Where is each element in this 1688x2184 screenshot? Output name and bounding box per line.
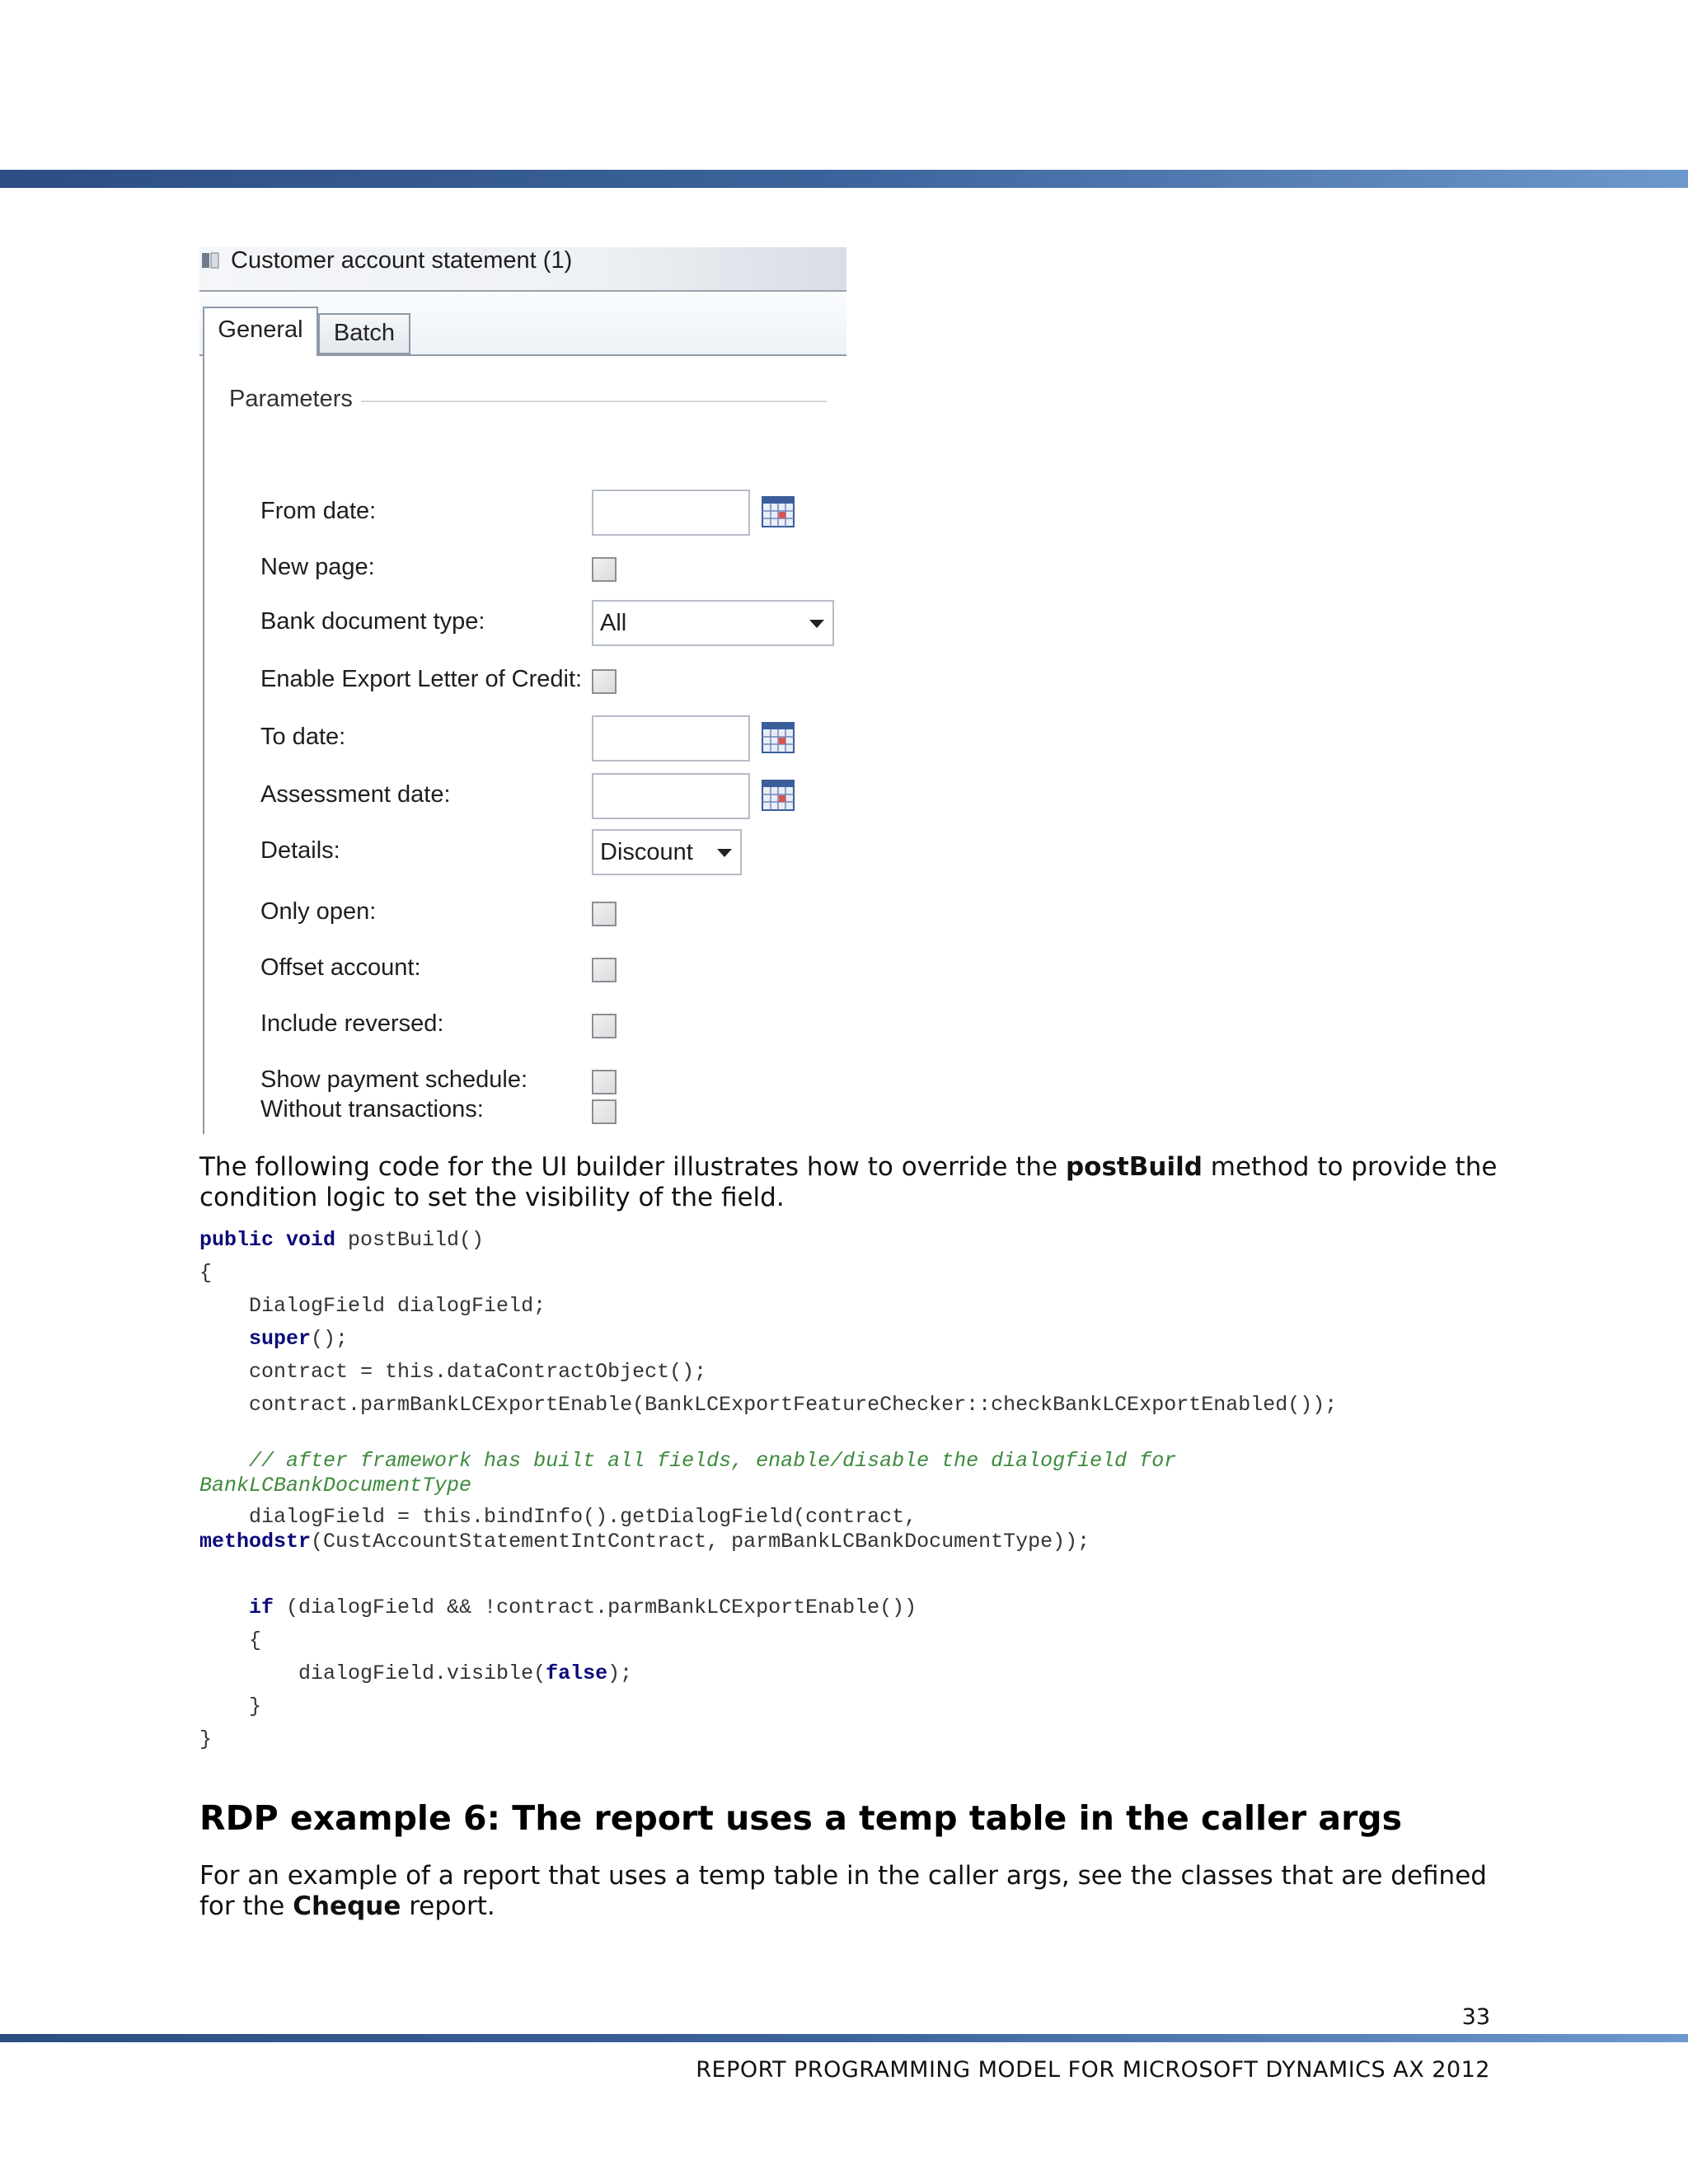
- assessment-date-label: Assessment date:: [260, 781, 451, 808]
- code-comment: // after framework has built all fields, enable/disable the dialogfield for: [199, 1449, 1177, 1473]
- include-reversed-checkbox[interactable]: [592, 1014, 617, 1038]
- bank-document-type-value: All: [600, 610, 627, 636]
- page-number: 33: [1461, 2004, 1490, 2030]
- bank-document-type-select[interactable]: [592, 600, 834, 646]
- details-value: Discount: [600, 839, 693, 865]
- outro-text-before: For an example of a report that uses a temp table in the caller args, see the classes that are defined for the: [199, 1861, 1487, 1921]
- code-line: contract = this.dataContractObject();: [199, 1360, 707, 1384]
- code-text: (CustAccountStatementIntContract, parmBankLCBankDocumentType));: [311, 1530, 1090, 1554]
- code-text: postBuild(): [335, 1228, 485, 1252]
- code-line: }: [199, 1727, 213, 1751]
- code-text: (dialogField && !contract.parmBankLCExportEnable()): [274, 1596, 917, 1619]
- without-transactions-checkbox[interactable]: [592, 1099, 617, 1124]
- code-keyword: false: [546, 1661, 608, 1685]
- include-reversed-label: Include reversed:: [260, 1010, 444, 1037]
- calendar-icon[interactable]: [762, 496, 795, 527]
- code-line: }: [199, 1694, 262, 1718]
- code-line: {: [199, 1261, 213, 1285]
- calendar-icon[interactable]: [762, 780, 795, 811]
- from-date-label: From date:: [260, 498, 377, 524]
- section-heading: RDP example 6: The report uses a temp table in the caller args: [199, 1798, 1403, 1838]
- code-line: [199, 1530, 1337, 1554]
- intro-paragraph: [199, 1152, 1502, 1213]
- code-line: [199, 1228, 1337, 1253]
- footer-band: [0, 2034, 1688, 2042]
- dialog-body: [199, 292, 846, 1137]
- tab-batch[interactable]: Batch: [318, 313, 410, 354]
- tab-page-border: [203, 356, 204, 1134]
- code-indent: [199, 1327, 249, 1351]
- code-line: {: [199, 1629, 262, 1652]
- offset-account-checkbox[interactable]: [592, 958, 617, 982]
- code-text: );: [607, 1661, 633, 1685]
- window-icon: [201, 251, 219, 270]
- show-payment-schedule-checkbox[interactable]: [592, 1070, 617, 1094]
- assessment-date-input[interactable]: [592, 773, 750, 819]
- code-line: [199, 1596, 1337, 1620]
- enable-export-lc-label: Enable Export Letter of Credit:: [260, 666, 583, 692]
- to-date-label: To date:: [260, 724, 346, 750]
- parameters-group-label: Parameters: [229, 386, 361, 413]
- code-indent: [199, 1596, 249, 1619]
- to-date-input[interactable]: [592, 715, 750, 762]
- code-comment: BankLCBankDocumentType: [199, 1474, 472, 1497]
- new-page-label: New page:: [260, 554, 375, 580]
- outro-text-after: report.: [401, 1891, 495, 1921]
- calendar-icon[interactable]: [762, 722, 795, 753]
- dialog-title: Customer account statement (1): [231, 247, 573, 274]
- tab-general[interactable]: General: [203, 307, 318, 356]
- chevron-down-icon: [809, 620, 824, 628]
- intro-text-before: The following code for the UI builder illustrates how to override the: [199, 1152, 1066, 1182]
- code-keyword: if: [249, 1596, 274, 1619]
- only-open-checkbox[interactable]: [592, 902, 617, 926]
- details-select[interactable]: [592, 829, 742, 875]
- code-text: dialogField.visible(: [199, 1661, 546, 1685]
- code-keyword: super: [249, 1327, 312, 1351]
- intro-text-after: method to provide the condition logic to set the visibility of the field.: [199, 1152, 1498, 1212]
- show-payment-schedule-label: Show payment schedule:: [260, 1066, 528, 1093]
- from-date-input[interactable]: [592, 490, 750, 536]
- code-keyword: methodstr: [199, 1530, 312, 1554]
- code-keyword: public void: [199, 1228, 336, 1252]
- outro-paragraph: [199, 1861, 1502, 1922]
- enable-export-lc-checkbox[interactable]: [592, 669, 617, 694]
- code-block: [199, 1228, 1337, 1752]
- without-transactions-label: Without transactions:: [260, 1096, 484, 1122]
- header-band: [0, 170, 1688, 188]
- offset-account-label: Offset account:: [260, 954, 421, 981]
- bank-document-type-label: Bank document type:: [260, 608, 485, 635]
- code-line: [199, 1327, 1337, 1352]
- new-page-checkbox[interactable]: [592, 557, 617, 582]
- dialog-title-bar: [199, 247, 846, 292]
- chevron-down-icon: [717, 849, 732, 857]
- code-line: dialogField = this.bindInfo().getDialogField(contract,: [199, 1505, 917, 1529]
- code-text: ();: [311, 1327, 349, 1351]
- details-label: Details:: [260, 837, 340, 864]
- code-line: DialogField dialogField;: [199, 1294, 546, 1318]
- customer-account-statement-dialog: [199, 247, 846, 1137]
- only-open-label: Only open:: [260, 898, 377, 925]
- code-line: [199, 1661, 1337, 1686]
- intro-bold-term: postBuild: [1065, 1152, 1203, 1182]
- outro-bold-term: Cheque: [293, 1891, 401, 1921]
- code-line: contract.parmBankLCExportEnable(BankLCExportFeatureChecker::checkBankLCExportEnabled());: [199, 1393, 1338, 1417]
- footer-title: REPORT PROGRAMMING MODEL FOR MICROSOFT DYNAMICS AX 2012: [696, 2057, 1490, 2083]
